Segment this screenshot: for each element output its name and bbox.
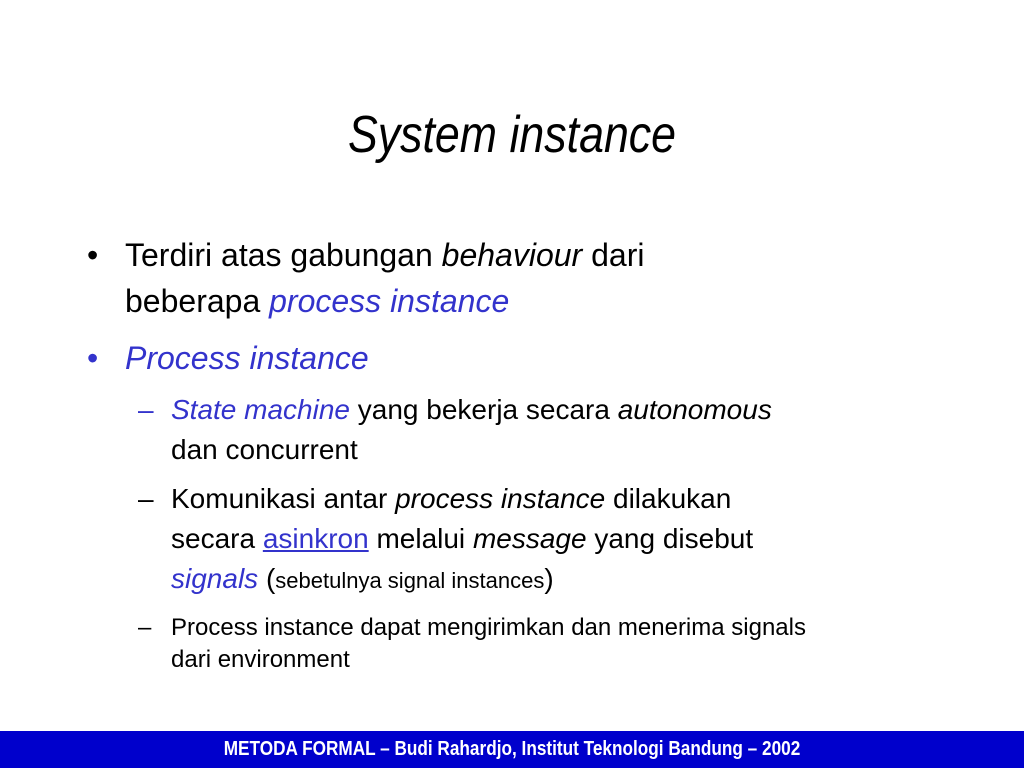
subbullet-line: secara asinkron melalui message yang disebut	[171, 523, 754, 554]
dash-icon: –	[138, 394, 154, 425]
footer-text: METODA FORMAL – Budi Rahardjo, Institut Teknologi Bandung – 2002	[223, 738, 801, 760]
bullet-icon: •	[87, 340, 99, 376]
subbullet-line: signals (sebetulnya signal instances)	[171, 563, 554, 594]
bullet-line: beberapa process instance	[125, 283, 510, 319]
asinkron-link[interactable]: asinkron	[262, 523, 369, 554]
subbullet-item	[138, 390, 951, 470]
bullet-item	[87, 335, 825, 381]
bullet-line: Terdiri atas gabungan behaviour dari	[125, 237, 645, 273]
subbullet-line: Process instance dapat mengirimkan dan menerima signals	[171, 614, 806, 641]
subbullet-line: dan concurrent	[171, 434, 358, 465]
subbullet-line: Komunikasi antar process instance dilakukan	[171, 483, 732, 514]
footer-bar	[0, 731, 1024, 768]
bullet-item	[87, 232, 825, 324]
subbullet-item	[138, 612, 951, 676]
subbullet-line: State machine yang bekerja secara autonomous	[171, 394, 772, 425]
subbullet-item	[138, 479, 951, 601]
bullet-line: Process instance	[125, 340, 369, 376]
bullet-icon: •	[87, 237, 99, 273]
dash-icon: –	[138, 483, 154, 514]
slide-title: System instance	[347, 106, 677, 164]
dash-icon: –	[138, 614, 152, 641]
subbullet-line: dari environment	[171, 646, 350, 673]
